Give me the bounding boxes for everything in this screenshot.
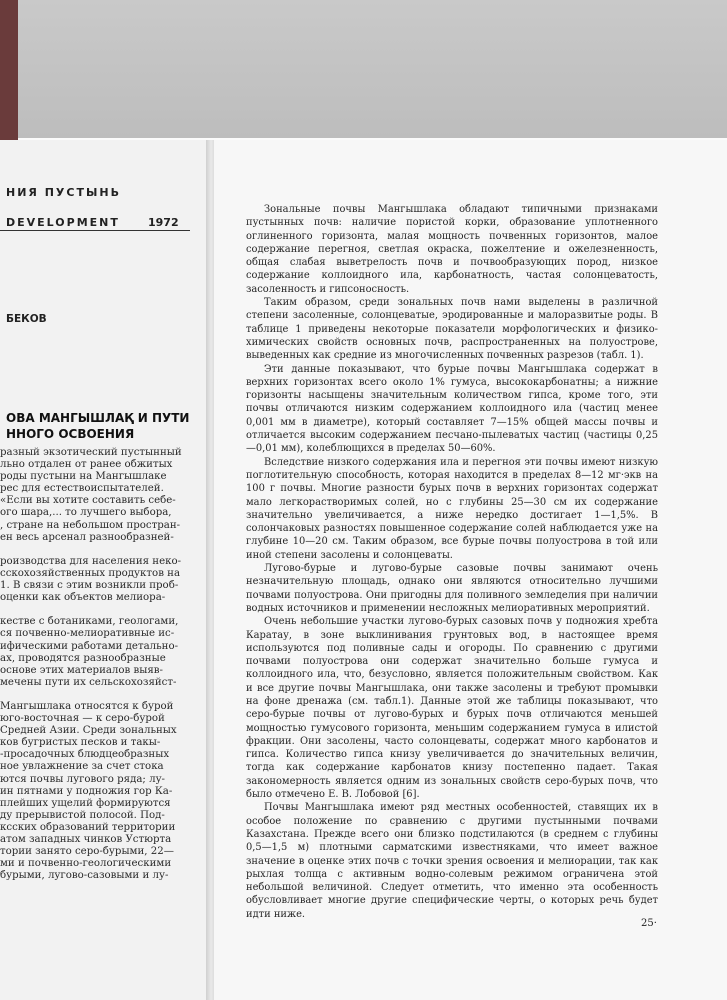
running-header-line1: НИЯ ПУСТЫНЬ [6, 186, 121, 199]
left-body-line [0, 689, 200, 701]
left-body-line: ков бугристых песков и такы- [0, 737, 161, 749]
left-body-line: кестве с ботаниками, геологами, [0, 616, 179, 628]
left-body-line: , стране на небольшом простран- [0, 519, 181, 531]
left-body-line: рес для естествоиспытателей. [0, 483, 164, 495]
left-body-line: ого шара,... то лучшего выбора, [0, 507, 172, 519]
left-body-line: -просадочных блюдцеобразных [0, 749, 170, 761]
left-body-line: сскохозяйственных продуктов на [0, 567, 181, 579]
left-body-line: ен весь арсенал разнообразней- [0, 531, 174, 543]
page-number: 25· [641, 918, 657, 929]
left-body-line: ное увлажнение за счет стока [0, 761, 164, 773]
left-body-line: ду прерывистой полосой. Под- [0, 809, 165, 821]
left-body-line: бурыми, лугово-сазовыми и лу- [0, 870, 169, 882]
left-body-line: «Если вы хотите составить себе- [0, 495, 176, 507]
left-body-line: юго-восточная — к серо-бурой [0, 713, 165, 725]
left-body-line: ми и почвенно-геологическими [0, 858, 172, 870]
body-paragraph: Зональные почвы Мангышлака обладают типичными признаками пустынных почв: наличие пористой корки, образование уплотненного оглиненного горизонта, малая мощность почвенных горизонтов, малое содержание перегноя, светлая окраска, пожелтение и ожелезненность, общая слабая выветрелость почв и почвообразующих пород, низкое содержание коллоидного ила, карбонатность, частая солонцеватость, засоленность и гипсоносность. [246, 204, 658, 295]
left-body-line: атом западных чинков Устюрта [0, 834, 172, 845]
body-paragraph: Почвы Мангышлака имеют ряд местных особенностей, ставящих их в особое положение по сравнению с другими пустынными почвами Казахстана. Прежде всего они близко подстилаются (в среднем с глубины 0,5—1,5 м) плотными сарматскими известняками, что имеет важное значение в оценке этих почв с точки зрения освоения и мелиорации, так как рыхлая толща с активным водно-солевым режимом ограничена этой небольшой величиной. Следует отметить, что именно эта особенность обусловливает многие другие специфические черты, о которых речь будет идти ниже. [246, 802, 658, 920]
article-title-line2: ННОГО ОСВОЕНИЯ [6, 427, 135, 441]
left-body-line: тории занято серо-бурыми, 22— [0, 846, 174, 858]
left-body-line: Мангышлака относятся к бурой [0, 700, 174, 712]
left-body-line: мечены пути их сельскохозяйст- [0, 676, 177, 688]
left-body-line: роды пустыни на Мангышлаке [0, 471, 167, 483]
left-body-line: основе этих материалов выяв- [0, 664, 163, 676]
body-paragraph: Вследствие низкого содержания ила и перегноя эти почвы имеют низкую поглотительную способность, которая находится в пределах 8—12 мг·экв на 100 г почвы. Многие разности бурых почв в верхних горизонтах содержат мало легкорастворимых солей, но с глубины 25—30 см их содержание значительно увеличивается, а ниже нередко достигает 1—1,5%. В солончаковых разностях повышенное содержание солей наблюдается уже на глубине 10—20 см. Таким образом, все бурые почвы полуострова в той или иной степени засолены и солонцеваты. [246, 456, 658, 561]
left-body-line [0, 544, 200, 556]
left-body-line: ются почвы лугового ряда; лу- [0, 773, 166, 785]
left-body-line: роизводства для населения неко- [0, 555, 182, 567]
left-body-line: льно отдален от ранее обжитых [0, 459, 173, 471]
body-paragraph: Таким образом, среди зональных почв нами выделены в различной степени засоленные, солонцеватые, эродированные и малоразвитые роды. В таблице 1 приведены некоторые показатели морфологических и физико-химических свойств основных почв, распространенных на полуострове, выведенных как средние из многочисленных почвенных разрезов (табл. 1). [246, 297, 658, 362]
left-body-line: ах, проводятся разнообразные [0, 652, 166, 664]
article-title-line1: ОВА МАНГЫШЛАҚ И ПУТИ [6, 411, 190, 425]
left-body-line: 1. В связи с этим возникли проб- [0, 580, 179, 592]
left-body-line: ифическими работами детально- [0, 640, 179, 652]
body-paragraph: Эти данные показывают, что бурые почвы Мангышлака содержат в верхних горизонтах всего около 1% гумуса, высококарбонатны; а нижние горизонты насыщены значительным количеством гипса, кроме того, эти почвы отличаются низким содержанием коллоидного ила (частиц менее 0,001 мм в диаметре), который составляет 7—15% общей массы почвы и отличается высоким содержанием песчано-пылеватых частиц (частицы 0,25—0,01 мм), колеблющихся в пределах 50—60%. [246, 363, 658, 455]
left-body-line: плейших ущелий формируются [0, 797, 171, 809]
header-year: 1972 [148, 216, 179, 229]
scanner-backdrop [0, 0, 727, 138]
running-header-line2: DEVELOPMENT [6, 216, 120, 229]
body-paragraph: Очень небольшие участки лугово-бурых сазовых почв у подножия хребта Каратау, в зоне выклинивания грунтовых вод, в настоящее время используются под поливные сады и огороды. По сравнению с другими почвами полуострова они содержат значительно больше гумуса и коллоидного ила, что, безусловно, является положительным свойством. Как и все другие почвы Мангышлака, они также засолены и требуют промывки на фоне дренажа (см. табл.1). Данные этой же таблицы показывают, что серо-бурые почвы от лугово-бурых и бурых почв отличаются меньшей мощностью гумусового горизонта, меньшим содержанием гумуса в илистой фракции. Они засолены, часто солонцеваты, содержат много карбонатов и гипса. Количество гипса книзу увеличивается до значительных величин, тогда как содержание карбонатов книзу постепенно падает. Такая закономерность является одним из зональных свойств серо-бурых почв, что было отмечено Е. В. Лобовой [6]. [246, 616, 658, 801]
left-body-line: ся почвенно-мелиоративные ис- [0, 628, 175, 640]
body-paragraph: Лугово-бурые и лугово-бурые сазовые почвы занимают очень незначительную площадь, однако они являются относительно лучшими почвами полуострова. Они пригодны для поливного земледелия при наличии водных источников и применении несложных мелиоративных мероприятий. [246, 563, 658, 614]
left-body-line: оценки как объектов мелиора- [0, 592, 166, 604]
article-author: БЕКОВ [6, 313, 47, 325]
left-body-line: ин пятнами у подножия гор Ка- [0, 785, 173, 797]
left-body-line: Средней Азии. Среди зональных [0, 725, 177, 737]
left-page-body [0, 447, 200, 882]
left-body-line: разный экзотический пустынный [0, 447, 182, 458]
left-body-line: ксских образований территории [0, 821, 176, 833]
right-page-body [246, 203, 658, 921]
book-spine [0, 0, 18, 150]
header-rule [0, 230, 190, 231]
left-body-line [0, 604, 200, 616]
